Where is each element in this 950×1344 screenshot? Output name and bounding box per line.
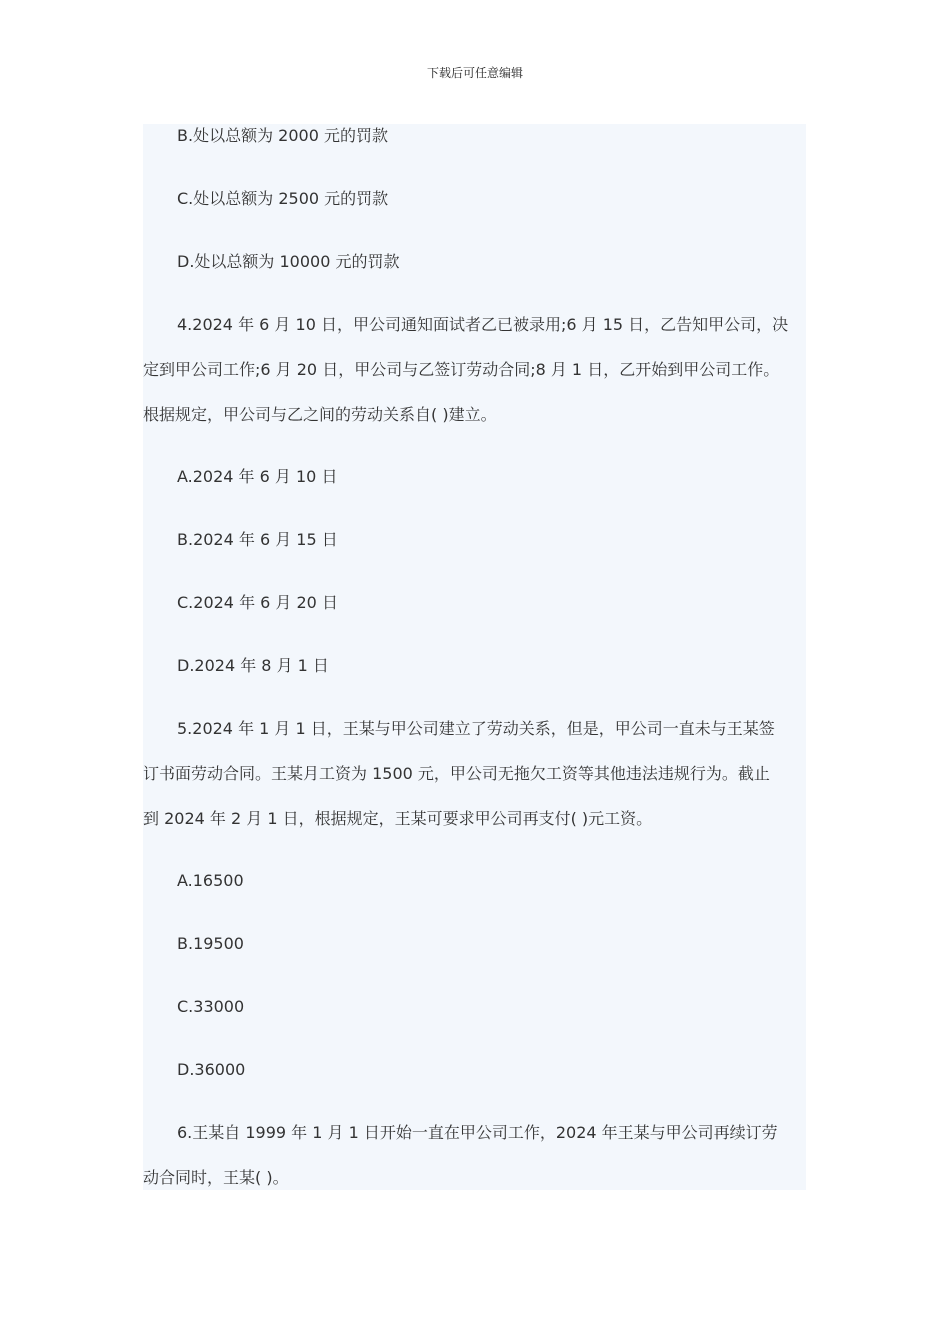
q6-question-line-1: 6.王某自 1999 年 1 月 1 日开始一直在甲公司工作，2024 年王某与甲公司再续订劳 <box>177 1123 778 1142</box>
q4-option-b: B.2024 年 6 月 15 日 <box>177 530 338 549</box>
q4-option-a: A.2024 年 6 月 10 日 <box>177 467 338 486</box>
q5-question-line-1: 5.2024 年 1 月 1 日，王某与甲公司建立了劳动关系，但是，甲公司一直未与王某签 <box>177 719 775 738</box>
q4-question-line-2: 定到甲公司工作;6 月 20 日，甲公司与乙签订劳动合同;8 月 1 日，乙开始到甲公司工作。 <box>143 360 780 379</box>
q6-question-line-2: 动合同时，王某( )。 <box>143 1168 289 1187</box>
q5-question-line-3: 到 2024 年 2 月 1 日，根据规定，王某可要求甲公司再支付( )元工资。 <box>143 809 653 828</box>
q3-option-d: D.处以总额为 10000 元的罚款 <box>177 252 400 271</box>
q5-option-b: B.19500 <box>177 934 244 953</box>
document-body <box>143 124 806 1190</box>
q4-option-d: D.2024 年 8 月 1 日 <box>177 656 329 675</box>
q4-question-line-3: 根据规定，甲公司与乙之间的劳动关系自( )建立。 <box>143 405 497 424</box>
q4-question-line-1: 4.2024 年 6 月 10 日，甲公司通知面试者乙已被录用;6 月 15 日，乙告知甲公司，决 <box>177 315 789 334</box>
page-header: 下载后可任意编辑 <box>426 66 523 80</box>
q5-question-line-2: 订书面劳动合同。王某月工资为 1500 元，甲公司无拖欠工资等其他违法违规行为。截止 <box>143 764 770 783</box>
q4-option-c: C.2024 年 6 月 20 日 <box>177 593 338 612</box>
q3-option-c: C.处以总额为 2500 元的罚款 <box>177 189 389 208</box>
q3-option-b: B.处以总额为 2000 元的罚款 <box>177 126 388 145</box>
q5-option-d: D.36000 <box>177 1060 246 1079</box>
q5-option-c: C.33000 <box>177 997 245 1016</box>
q5-option-a: A.16500 <box>177 871 244 890</box>
